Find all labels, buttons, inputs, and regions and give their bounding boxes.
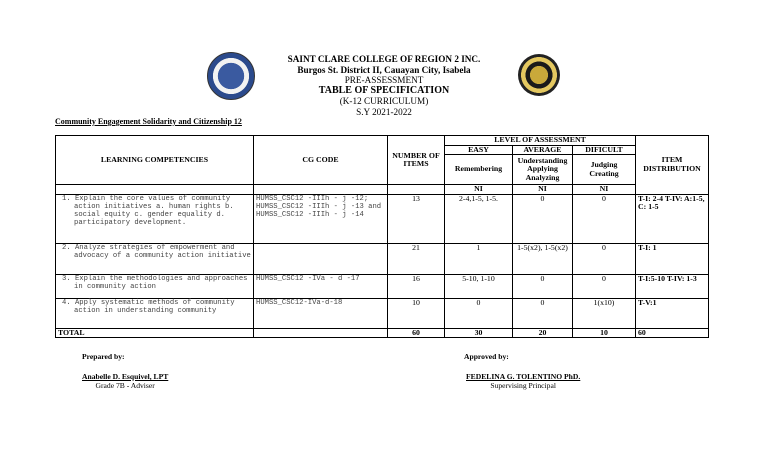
- header-level-of-assessment: LEVEL OF ASSESSMENT: [445, 136, 636, 146]
- header-difficult: DIFICULT: [573, 145, 636, 155]
- prepared-by-label: Prepared by:: [82, 352, 125, 361]
- total-distribution: 60: [636, 328, 709, 338]
- school-seal-logo: [518, 54, 560, 96]
- document-header: [250, 54, 518, 118]
- assessment-type: PRE-ASSESSMENT: [344, 75, 424, 86]
- deped-seal-logo: [207, 52, 255, 100]
- distribution-cell: T-V:1: [636, 298, 709, 328]
- document-title: TABLE OF SPECIFICATION: [318, 84, 450, 96]
- total-label: TOTAL: [56, 328, 254, 338]
- header-number-of-items: NUMBER OF ITEMS: [388, 136, 445, 185]
- cg-code-cell: HUMSS_CSC12 -IVa - d -17: [254, 274, 388, 298]
- cg-code-cell: HUMSS_CSC12-IVa-d-18: [254, 298, 388, 328]
- competency-cell: 3. Explain the methodologies and approaches in community action: [56, 274, 254, 298]
- approved-by-role: Supervising Principal: [490, 381, 556, 390]
- difficult-cell: 0: [573, 274, 636, 298]
- average-cell: 1-5(x2), 1-5(x2): [513, 243, 573, 274]
- difficult-cell: 1(x10): [573, 298, 636, 328]
- average-cell: 0: [513, 274, 573, 298]
- header-understanding: Understanding Applying Analyzing: [513, 155, 573, 185]
- distribution-cell: T-I: 2-4 T-IV: A:1-5, C: 1-5: [636, 194, 709, 243]
- competency-cell: 1. Explain the core values of community action initiatives a. human rights b. social equity c. gender equality d. participatory development.: [56, 194, 254, 243]
- prepared-by-name: Anabelle D. Esquivel, LPT: [82, 372, 169, 381]
- header-remembering: Remembering: [445, 155, 513, 185]
- difficult-cell: 0: [573, 243, 636, 274]
- approved-by-name: FEDELINA G. TOLENTINO PhD.: [466, 372, 581, 381]
- approved-by-block: [464, 352, 509, 361]
- items-cell: 13: [388, 194, 445, 243]
- header-ni-difficult: NI: [573, 185, 636, 195]
- header-judging: Judging Creating: [573, 155, 636, 185]
- easy-cell: 0: [445, 298, 513, 328]
- prepared-by-role: Grade 7B - Adviser: [95, 381, 155, 390]
- prepared-by-block: [82, 352, 125, 361]
- table-row: [56, 298, 709, 328]
- easy-cell: 2-4,1-5, 1-5.: [445, 194, 513, 243]
- school-name: SAINT CLARE COLLEGE OF REGION 2 INC.: [287, 54, 481, 64]
- easy-cell: 1: [445, 243, 513, 274]
- header-item-distribution: ITEM DISTRIBUTION: [636, 136, 709, 195]
- approved-by-signature: [466, 372, 580, 390]
- subject-title: Community Engagement Solidarity and Citizenship 12: [55, 117, 242, 126]
- school-year: S.Y 2021-2022: [356, 106, 412, 117]
- header-easy: EASY: [445, 145, 513, 155]
- header-ni-average: NI: [513, 185, 573, 195]
- items-cell: 16: [388, 274, 445, 298]
- table-row: [56, 243, 709, 274]
- total-difficult: 10: [573, 328, 636, 338]
- total-items: 60: [388, 328, 445, 338]
- competency-cell: 4. Apply systematic methods of community action in understanding community: [56, 298, 254, 328]
- table-row: [56, 274, 709, 298]
- items-cell: 10: [388, 298, 445, 328]
- header-ni-easy: NI: [445, 185, 513, 195]
- curriculum: (K-12 CURRICULUM): [339, 96, 429, 107]
- cg-code-cell: HUMSS_CSC12 -IIIh - j -12; HUMSS_CSC12 -IIIh - j -13 and HUMSS_CSC12 -IIIh - j -14: [254, 194, 388, 243]
- competency-cell: 2. Analyze strategies of empowerment and advocacy of a community action initiative: [56, 243, 254, 274]
- header-cg-code: CG CODE: [254, 136, 388, 185]
- total-row: [56, 328, 709, 338]
- table-row: [56, 194, 709, 243]
- school-address: Burgos St. District II, Cauayan City, Isabela: [297, 64, 471, 75]
- prepared-by-signature: [82, 372, 168, 390]
- header-average: AVERAGE: [513, 145, 573, 155]
- cg-code-cell: [254, 243, 388, 274]
- header-competencies: LEARNING COMPETENCIES: [56, 136, 254, 185]
- approved-by-label: Approved by:: [464, 352, 509, 361]
- average-cell: 0: [513, 298, 573, 328]
- total-average: 20: [513, 328, 573, 338]
- average-cell: 0: [513, 194, 573, 243]
- specification-table: [55, 135, 709, 338]
- difficult-cell: 0: [573, 194, 636, 243]
- items-cell: 21: [388, 243, 445, 274]
- distribution-cell: T-I:5-10 T-IV: 1-3: [636, 274, 709, 298]
- total-easy: 30: [445, 328, 513, 338]
- easy-cell: 5-10, 1-10: [445, 274, 513, 298]
- distribution-cell: T-I: 1: [636, 243, 709, 274]
